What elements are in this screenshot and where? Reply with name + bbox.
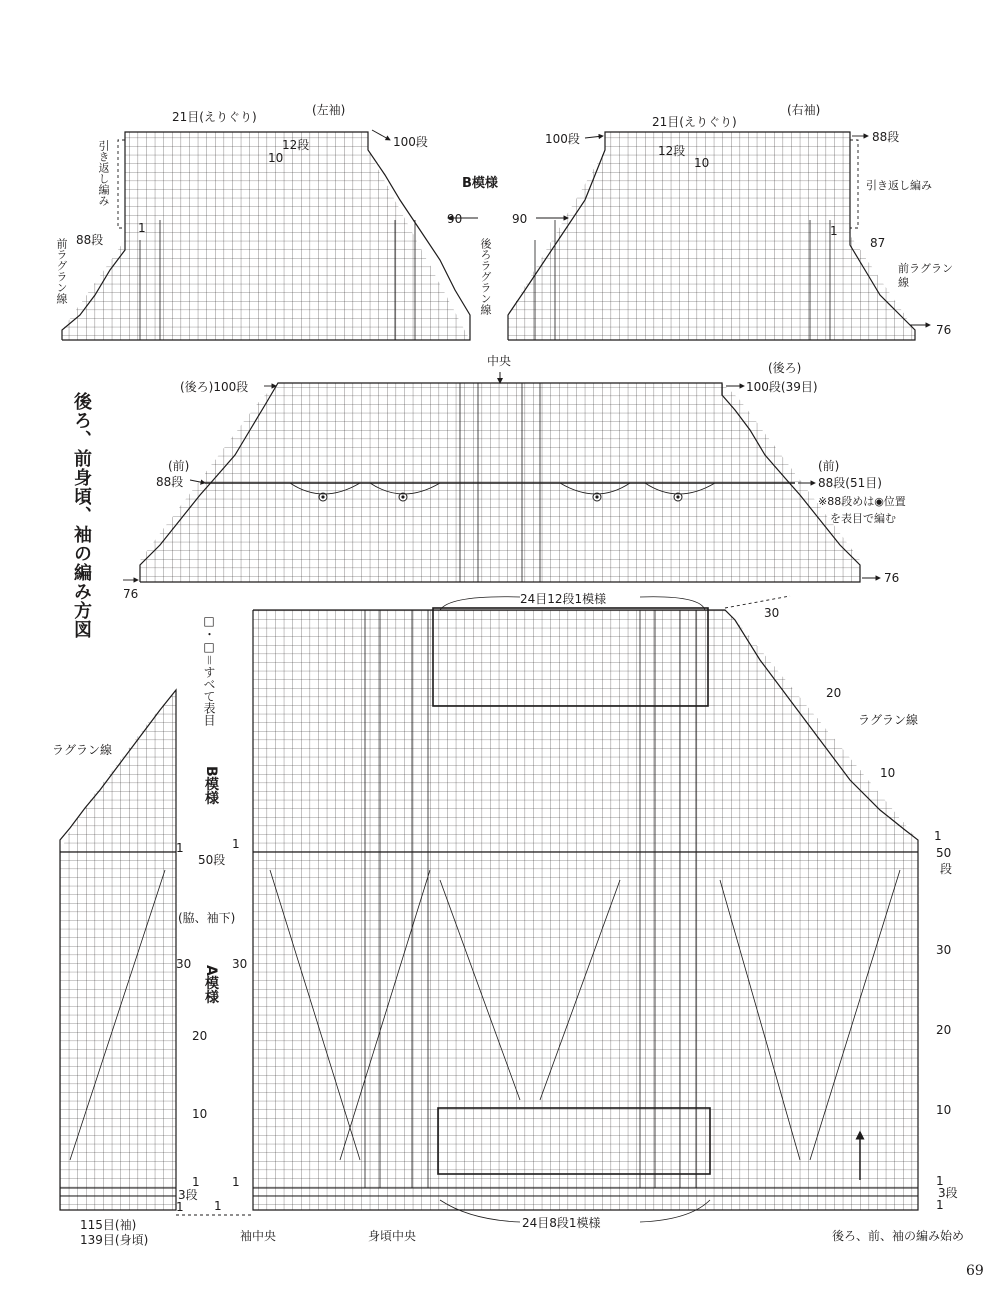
row-label: 10 [268, 151, 284, 165]
row-label: 1 [214, 1199, 222, 1213]
start-note: 後ろ、前、袖の編み始め [832, 1229, 965, 1243]
row-label: 1 [232, 1175, 240, 1189]
row-label: 10 [880, 766, 896, 780]
row-label: 76 [123, 587, 139, 601]
pattern-b-label: B模様 [203, 766, 219, 805]
row-label: 20 [826, 686, 842, 700]
row-label: 10 [192, 1107, 208, 1121]
pattern-b-label: B模様 [462, 176, 498, 191]
row-label: 12段 [658, 144, 686, 158]
row-label: (前) [818, 459, 840, 473]
row-label: 76 [936, 323, 952, 337]
row-label: 100段 [545, 132, 580, 146]
row-label: 76 [884, 571, 900, 585]
raglan-label: 前ラグラン線 [55, 238, 68, 304]
center-label: 身頃中央 [368, 1229, 417, 1243]
center-label: 中央 [487, 354, 512, 368]
row-label: 88段(51目) [818, 476, 882, 490]
row-label: 1 [192, 1175, 200, 1189]
right-sleeve-label: (右袖) [787, 103, 821, 117]
short-rows-label: 引き返し編み [97, 140, 110, 206]
row-label: 50段 [198, 853, 226, 867]
row-label: 30 [764, 606, 780, 620]
raglan-label: ラグラン線 [52, 743, 113, 757]
row-label: 3段 [178, 1188, 198, 1202]
neck-stitch-label: 21目(えりぐり) [652, 115, 737, 129]
row-label: 20 [192, 1029, 208, 1043]
stitch-count: 115目(袖) [80, 1218, 137, 1232]
row-label: 10 [694, 156, 710, 170]
side-label: (脇、袖下) [178, 911, 236, 925]
row-label: (前) [168, 459, 190, 473]
row-label: 1 [830, 224, 838, 238]
row-label: 3段 [938, 1186, 958, 1200]
row-label: 30 [232, 957, 248, 971]
row-label: 12段 [282, 138, 310, 152]
row-label: 1 [936, 1198, 944, 1212]
row-label: 50 [936, 846, 952, 860]
row-label: 88段 [76, 233, 104, 247]
row-label: 88段 [156, 475, 184, 489]
row-label: 20 [936, 1023, 952, 1037]
row-label: (後ろ)100段 [180, 380, 249, 394]
short-rows-label: 引き返し編み [866, 179, 932, 192]
neck-stitch-label: 21目(えりぐり) [172, 110, 257, 124]
stitch-count: 139目(身頃) [80, 1233, 149, 1247]
row-label: (後ろ) [768, 361, 802, 375]
row-label: 段 [940, 862, 953, 876]
note: を表目で編む [830, 512, 896, 525]
row-label: 87 [870, 236, 886, 250]
raglan-label: 前ラグラン線 [898, 262, 953, 290]
left-sleeve-label: (左袖) [312, 103, 346, 117]
row-label: 88段 [872, 130, 900, 144]
row-label: 30 [176, 957, 192, 971]
page-title: 後ろ、前身頃、袖の編み方図 [71, 392, 92, 639]
row-label: 30 [936, 943, 952, 957]
row-label: 1 [176, 841, 184, 855]
row-label: 1 [936, 1174, 944, 1188]
repeat-label: 24目8段1模様 [522, 1216, 601, 1230]
row-label: 90 [447, 212, 463, 226]
legend: □・□＝すべて表目 [202, 614, 216, 727]
row-label: 1 [176, 1200, 184, 1214]
raglan-label: 後ろラグラン線 [479, 238, 492, 315]
row-label: 100段 [393, 135, 428, 149]
note: ※88段めは◉位置 [818, 495, 906, 508]
row-label: 1 [934, 829, 942, 843]
repeat-label: 24目12段1模様 [520, 592, 607, 606]
row-label: 10 [936, 1103, 952, 1117]
row-label: 1 [138, 221, 146, 235]
row-label: 90 [512, 212, 528, 226]
center-label: 袖中央 [240, 1229, 277, 1243]
page-number: 69 [966, 1263, 984, 1279]
row-label: 100段(39目) [746, 380, 818, 394]
pattern-a-label: A模様 [203, 965, 219, 1004]
raglan-label: ラグラン線 [858, 713, 919, 727]
row-label: 1 [232, 837, 240, 851]
